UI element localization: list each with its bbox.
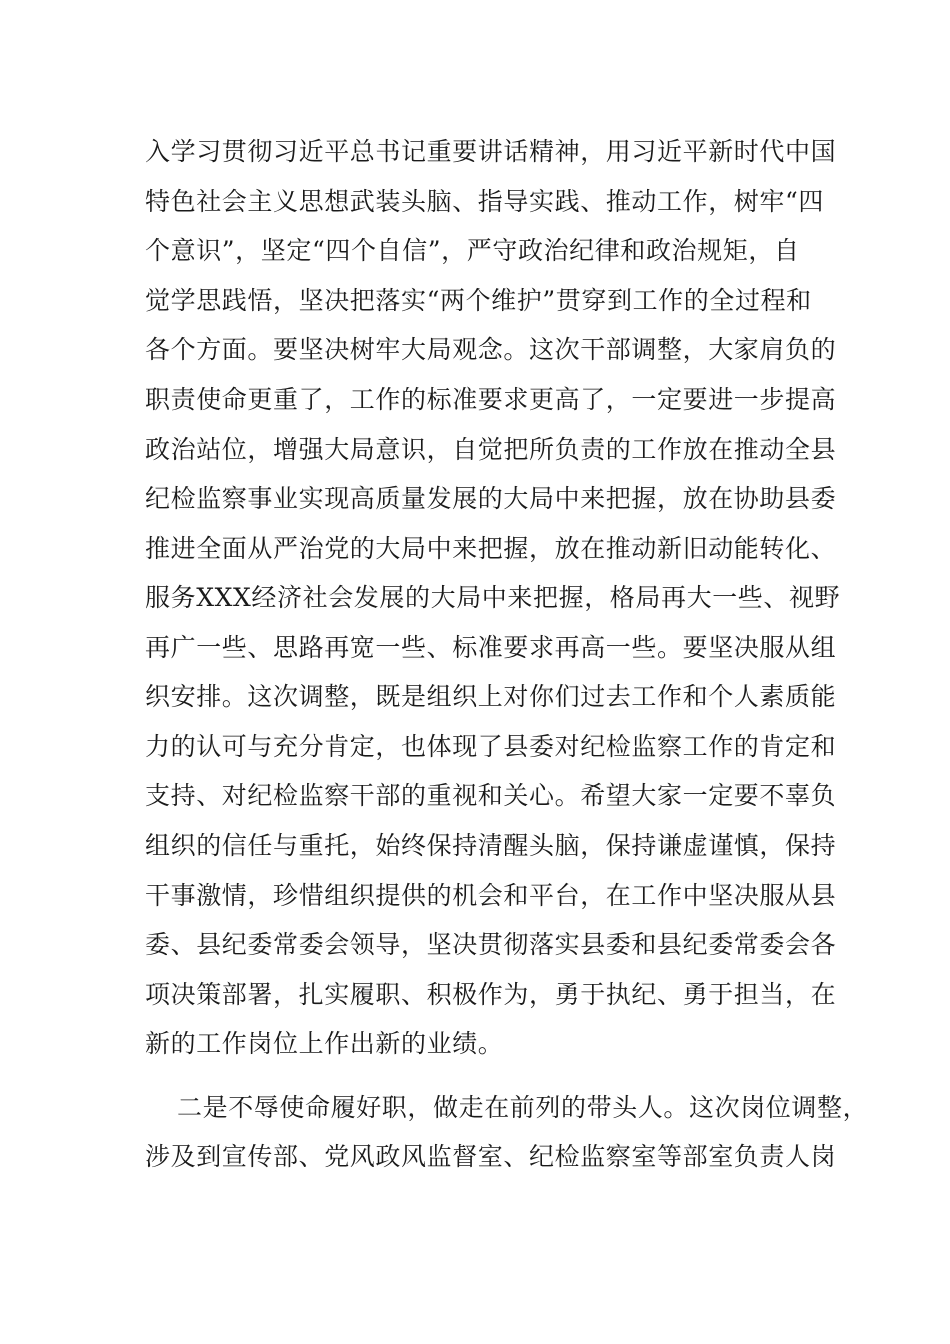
paragraph-1-line-11: 再广一些、思路再宽一些、标准要求再高一些。要坚决服从组 <box>145 633 837 662</box>
paragraph-1-line-16: 干事激情，珍惜组织提供的机会和平台，在工作中坚决服从县 <box>145 881 837 910</box>
paragraph-1-line-14: 支持、对纪检监察干部的重视和关心。希望大家一定要不辜负 <box>145 781 837 810</box>
paragraph-1-line-19: 新的工作岗位上作出新的业绩。 <box>145 1029 504 1058</box>
paragraph-1-line-17: 委、县纪委常委会领导，坚决贯彻落实县委和县纪委常委会各 <box>145 930 837 959</box>
paragraph-1-line-4: 觉学思践悟，坚决把落实“两个维护”贯穿到工作的全过程和 <box>145 286 812 315</box>
paragraph-1-line-2: 特色社会主义思想武装头脑、指导实践、推动工作，树牢“四 <box>145 187 824 216</box>
paragraph-1-line-7: 政治站位，增强大局意识，自觉把所负责的工作放在推动全县 <box>145 435 837 464</box>
paragraph-1-line-18: 项决策部署，扎实履职、积极作为，勇于执纪、勇于担当，在 <box>145 980 837 1009</box>
paragraph-1-line-12: 织安排。这次调整，既是组织上对你们过去工作和个人素质能 <box>145 682 837 711</box>
paragraph-1-line-15: 组织的信任与重托，始终保持清醒头脑，保持谦虚谨慎，保持 <box>145 831 837 860</box>
paragraph-2-line-2: 涉及到宣传部、党风政风监督室、纪检监察室等部室负责人岗 <box>145 1142 837 1171</box>
paragraph-1-line-5: 各个方面。要坚决树牢大局观念。这次干部调整，大家肩负的 <box>145 335 837 364</box>
paragraph-1-line-13: 力的认可与充分肯定，也体现了县委对纪检监察工作的肯定和 <box>145 732 837 761</box>
paragraph-1-line-3: 个意识”，坚定“四个自信”，严守政治纪律和政治规矩，自 <box>145 236 800 265</box>
paragraph-1-line-1: 入学习贯彻习近平总书记重要讲话精神，用习近平新时代中国 <box>145 137 837 166</box>
paragraph-1-line-8: 纪检监察事业实现高质量发展的大局中来把握，放在协助县委 <box>145 484 837 513</box>
paragraph-1-line-6: 职责使命更重了，工作的标准要求更高了，一定要进一步提高 <box>145 385 837 414</box>
paragraph-2-line-1: 二是不辱使命履好职，做走在前列的带头人。这次岗位调整， <box>177 1093 869 1122</box>
paragraph-1-line-10: 服务XXX经济社会发展的大局中来把握，格局再大一些、视野 <box>145 583 841 612</box>
paragraph-1-line-9: 推进全面从严治党的大局中来把握，放在推动新旧动能转化、 <box>145 534 837 563</box>
